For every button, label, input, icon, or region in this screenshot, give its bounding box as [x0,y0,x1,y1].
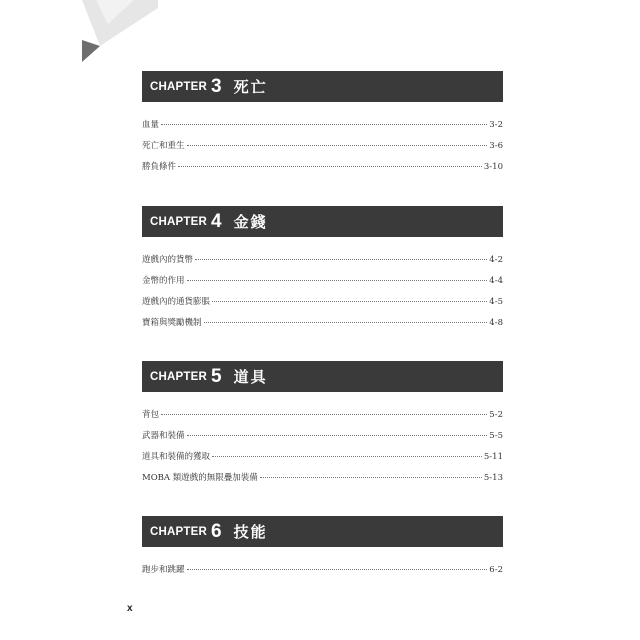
chapter-word: CHAPTER [150,80,207,93]
toc-entry-title: 勝負條件 [142,162,177,172]
toc-entry-page: 4-8 [489,318,503,328]
chapter-6-header [142,516,503,547]
toc-leader-dots [187,280,488,281]
toc-entry-title: 寶箱與獎勵機制 [142,318,202,328]
toc-entry[interactable] [142,563,503,584]
chapter-6-section [142,516,503,584]
toc-entry-page: 4-2 [489,255,503,265]
toc-entry-title: 遊戲內的貨幣 [142,255,194,265]
toc-entry-title: 死亡和重生 [142,141,185,151]
toc-leader-dots [260,477,482,478]
toc-entry-page: 6-2 [489,565,503,575]
toc-entry[interactable] [142,295,503,316]
chapter-title: 死亡 [233,78,268,96]
chapter-3-section [142,71,503,181]
toc-leader-dots [212,456,482,457]
toc-leader-dots [161,124,487,125]
chapter-number: 4 [211,210,222,232]
toc-entry-title: MOBA 類遊戲的無限疊加裝備 [142,473,258,483]
toc-list [142,408,503,492]
toc-leader-dots [187,145,488,146]
chapter-number: 5 [211,365,222,387]
toc-leader-dots [187,435,488,436]
toc-entry-page: 5-5 [489,431,503,441]
toc-leader-dots [178,166,482,167]
chapter-number: 3 [211,75,222,97]
toc-entry-page: 4-5 [489,297,503,307]
chapter-word: CHAPTER [150,215,207,228]
toc-entry-title: 遊戲內的通貨膨脹 [142,297,211,307]
page-number: x [127,603,133,614]
chapter-5-section [142,361,503,492]
toc-entry[interactable] [142,118,503,139]
corner-decoration [0,0,170,70]
chapter-title: 道具 [233,368,268,386]
chapter-3-header [142,71,503,102]
toc-list [142,563,503,584]
toc-entry-page: 5-11 [483,452,503,462]
toc-entry[interactable] [142,139,503,160]
toc-entry-page: 5-13 [483,473,503,483]
toc-entry[interactable] [142,450,503,471]
chapter-4-header [142,206,503,237]
toc-entry[interactable] [142,160,503,181]
toc-entry-title: 金幣的作用 [142,276,185,286]
toc-entry[interactable] [142,429,503,450]
chapter-number: 6 [211,520,222,542]
toc-leader-dots [187,569,488,570]
toc-entry[interactable] [142,408,503,429]
toc-entry[interactable] [142,274,503,295]
toc-entry-page: 4-4 [489,276,503,286]
toc-entry[interactable] [142,471,503,492]
toc-entry[interactable] [142,253,503,274]
toc-leader-dots [204,322,488,323]
chapter-word: CHAPTER [150,525,207,538]
toc-leader-dots [161,414,487,415]
chapter-word: CHAPTER [150,370,207,383]
chapter-title: 技能 [233,523,268,541]
toc-entry-page: 3-6 [489,141,503,151]
toc-entry-page: 3-10 [483,162,503,172]
toc-entry-title: 背包 [142,410,160,420]
chapter-title: 金錢 [233,213,268,231]
chapter-4-section [142,206,503,337]
toc-entry-page: 3-2 [489,120,503,130]
toc-entry-page: 5-2 [489,410,503,420]
toc-list [142,253,503,337]
toc-leader-dots [195,259,487,260]
toc-entry-title: 武器和裝備 [142,431,185,441]
chapter-5-header [142,361,503,392]
toc-list [142,118,503,181]
toc-entry-title: 道具和裝備的獲取 [142,452,211,462]
toc-leader-dots [212,301,487,302]
toc-entry[interactable] [142,316,503,337]
toc-entry-title: 血量 [142,120,160,130]
toc-entry-title: 跑步和跳躍 [142,565,185,575]
